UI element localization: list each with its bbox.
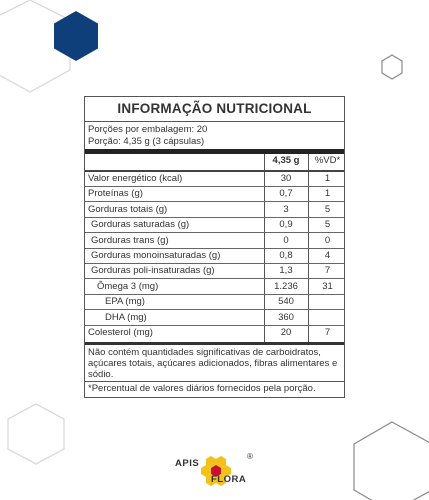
table-row	[85, 187, 344, 202]
nutrient-daily-value: 5	[324, 203, 331, 215]
nutrient-daily-value: 7	[324, 327, 331, 338]
nutrient-quantity: 1,3	[279, 265, 293, 277]
nutrient-name: DHA (mg)	[105, 311, 147, 323]
nutrient-quantity: 360	[278, 311, 294, 323]
title-divider	[85, 121, 344, 122]
apis-flora-logo	[175, 452, 259, 490]
table-bottom-divider	[85, 342, 344, 345]
portion-size: Porção: 4,35 g (3 cápsulas)	[88, 136, 205, 147]
header-thick-divider	[85, 149, 344, 154]
nutrient-name: EPA (mg)	[105, 296, 145, 308]
logo-word-flora: FLORA	[211, 474, 247, 485]
table-row	[85, 234, 344, 249]
nutrient-quantity: 0,7	[279, 188, 293, 200]
nutrient-daily-value: 4	[324, 250, 331, 261]
registered-mark: ®	[247, 452, 253, 461]
nutrition-facts-label	[84, 96, 345, 398]
nutrient-quantity: 30	[280, 173, 292, 184]
daily-value-footnote: *Percentual de valores diários fornecidos pela porção.	[88, 383, 316, 394]
nutrient-name: Ômega 3 (mg)	[97, 280, 159, 292]
nutrient-name: Valor energético (kcal)	[88, 173, 183, 184]
nutrient-daily-value: 31	[322, 280, 333, 292]
nutrient-name: Gorduras monoinsaturadas (g)	[91, 250, 221, 261]
nutrient-name: Colesterol (mg)	[88, 327, 153, 338]
nutrient-quantity: 0,9	[279, 219, 293, 231]
hexagon-outline-bottom-left-icon	[4, 402, 68, 466]
nutrient-quantity: 0	[283, 234, 289, 246]
hexagon-outline-small-right-icon	[380, 54, 404, 80]
column-header-daily-value: %VD*	[314, 155, 341, 166]
nutrient-quantity: 20	[280, 327, 292, 338]
nutrient-quantity: 3	[283, 203, 289, 215]
nutrient-quantity: 540	[278, 296, 294, 308]
footnote-divider	[85, 381, 344, 382]
nutrient-name: Gorduras poli-insaturadas (g)	[91, 265, 215, 277]
nutrient-daily-value: 0	[324, 234, 331, 246]
table-row	[85, 203, 344, 218]
nutrient-name: Gorduras saturadas (g)	[91, 219, 190, 231]
nutrient-daily-value: 1	[324, 173, 331, 184]
hexagon-outline-bottom-right-icon	[352, 420, 429, 500]
table-row	[85, 218, 344, 233]
table-row	[85, 172, 344, 187]
nutrient-quantity: 1.236	[274, 280, 298, 292]
table-row	[85, 280, 344, 295]
nutrient-name: Gorduras trans (g)	[91, 234, 169, 246]
servings-per-package: Porções por embalagem: 20	[88, 124, 208, 135]
table-row	[85, 326, 344, 341]
not-significant-footnote: Não contém quantidades significativas de carboidratos, açúcares totais, açúcares adicionados, fibras alimentares e sódio.	[88, 347, 338, 380]
nutrient-name: Gorduras totais (g)	[88, 203, 168, 215]
nutrient-quantity: 0,8	[279, 250, 293, 261]
label-title: INFORMAÇÃO NUTRICIONAL	[117, 101, 312, 116]
column-header-quantity: 4,35 g	[272, 155, 300, 166]
hexagon-filled-blue-icon	[52, 10, 100, 62]
nutrient-name: Proteínas (g)	[88, 188, 143, 200]
nutrient-daily-value: 5	[324, 219, 331, 231]
table-row	[85, 311, 344, 326]
logo-word-apis: APIS	[175, 458, 200, 469]
table-row	[85, 295, 344, 310]
nutrient-daily-value: 1	[324, 188, 331, 200]
table-row	[85, 264, 344, 279]
table-row	[85, 249, 344, 264]
nutrient-daily-value: 7	[324, 265, 331, 277]
